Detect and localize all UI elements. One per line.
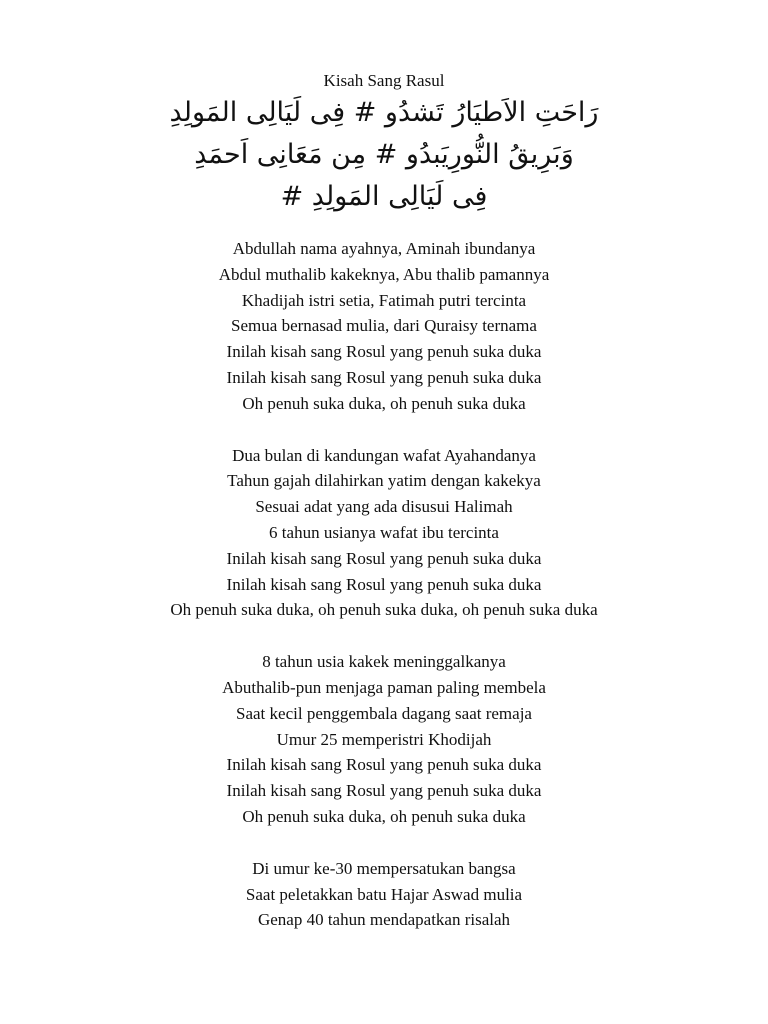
arabic-line: رَاحَتِ الاَطيَارُ تَشدُو # فِى لَيَالِى المَولِدِ	[169, 97, 599, 128]
lyric-line: Inilah kisah sang Rosul yang penuh suka duka	[226, 342, 542, 362]
lyric-line: 6 tahun usianya wafat ibu tercinta	[269, 522, 499, 542]
stanza-2	[0, 443, 768, 624]
lyric-line: Oh penuh suka duka, oh penuh suka duka	[242, 393, 526, 413]
stanza-3	[0, 649, 768, 830]
lyric-line: Inilah kisah sang Rosul yang penuh suka duka	[226, 574, 542, 594]
lyric-line: Abdul muthalib kakeknya, Abu thalib pamannya	[218, 264, 550, 284]
lyric-line: Inilah kisah sang Rosul yang penuh suka duka	[226, 367, 542, 387]
lyric-line: Tahun gajah dilahirkan yatim dengan kakekya	[227, 471, 541, 491]
lyric-line: Di umur ke-30 mempersatukan bangsa	[252, 858, 516, 878]
lyric-line: Abdullah nama ayahnya, Aminah ibundanya	[232, 239, 536, 258]
arabic-line: فِى لَيَالِى المَولِدِ #	[280, 181, 488, 212]
stanza-1	[0, 236, 768, 417]
arabic-line: وَبَرِيقُ النُّورِيَبدُو # مِن مَعَانِى اَحمَدِ	[194, 139, 574, 170]
lyric-line: Inilah kisah sang Rosul yang penuh suka duka	[226, 548, 542, 568]
arabic-verse	[0, 92, 768, 218]
lyric-line: Khadijah istri setia, Fatimah putri tercinta	[241, 290, 527, 310]
lyric-line: 8 tahun usia kakek meninggalkanya	[262, 652, 506, 672]
lyric-line: Genap 40 tahun mendapatkan risalah	[257, 910, 511, 930]
lyric-line: Inilah kisah sang Rosul yang penuh suka duka	[226, 781, 542, 801]
song-title: Kisah Sang Rasul	[323, 71, 445, 90]
lyric-line: Saat kecil penggembala dagang saat remaja	[236, 703, 532, 723]
lyric-line: Dua bulan di kandungan wafat Ayahandanya	[232, 445, 536, 465]
lyrics-body	[0, 236, 768, 959]
lyric-line: Oh penuh suka duka, oh penuh suka duka	[242, 806, 526, 826]
lyric-line: Abuthalib-pun menjaga paman paling membela	[222, 677, 546, 697]
lyric-line: Sesuai adat yang ada disusui Halimah	[255, 497, 513, 517]
lyric-line: Oh penuh suka duka, oh penuh suka duka, oh penuh suka duka	[170, 600, 598, 620]
lyric-line: Inilah kisah sang Rosul yang penuh suka duka	[226, 755, 542, 775]
stanza-4	[0, 856, 768, 933]
lyric-line: Umur 25 memperistri Khodijah	[276, 729, 492, 749]
lyric-line: Semua bernasad mulia, dari Quraisy ternama	[231, 316, 537, 336]
lyric-line: Saat peletakkan batu Hajar Aswad mulia	[245, 884, 523, 904]
